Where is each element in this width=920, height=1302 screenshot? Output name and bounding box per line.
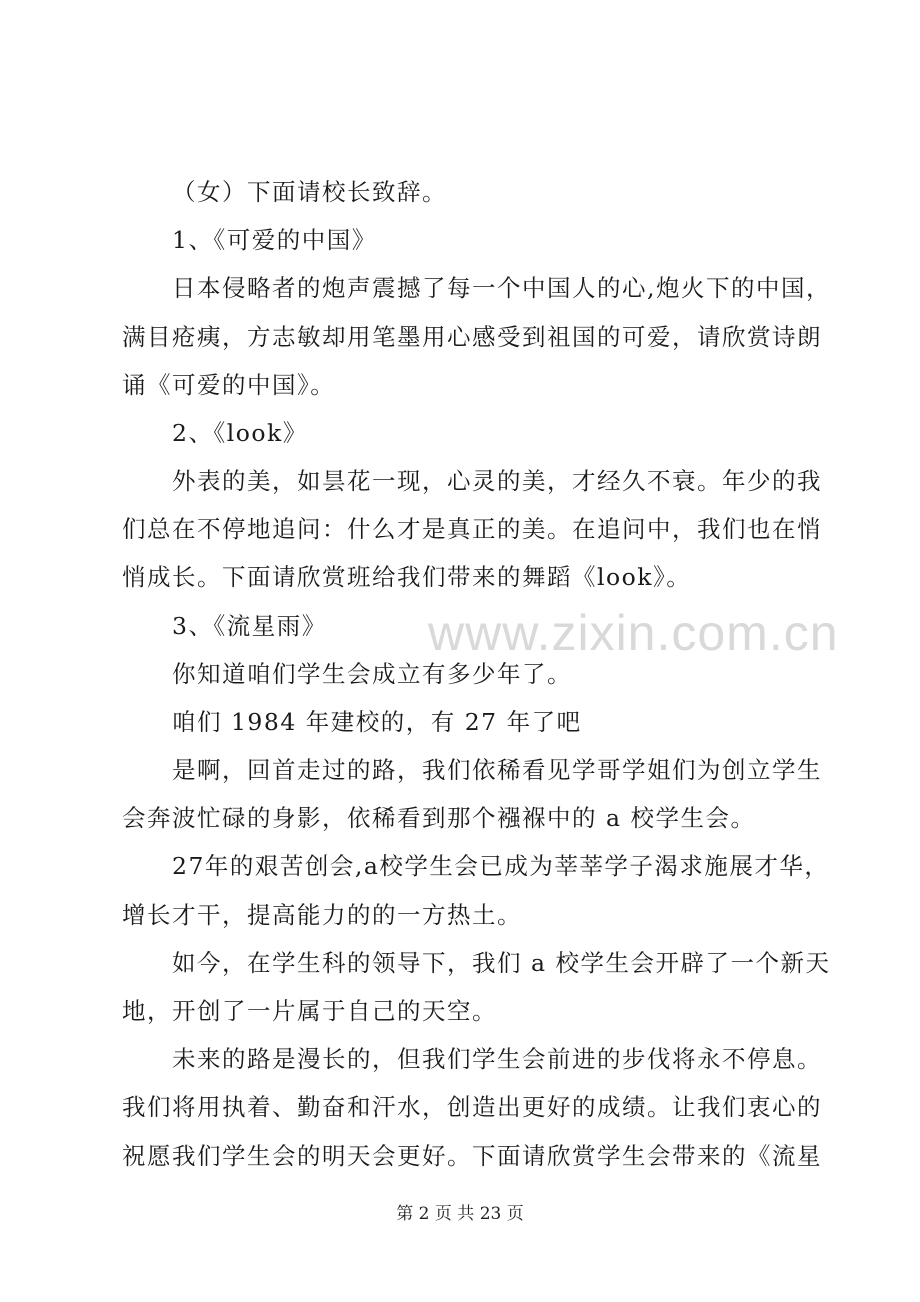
section-heading: 3、《流星雨》 bbox=[172, 612, 327, 640]
text-line: 咱们 1984 年建校的，有 27 年了吧 bbox=[172, 708, 582, 736]
text-line: 如今，在学生科的领导下，我们 a 校学生会开辟了一个新天 bbox=[172, 949, 831, 977]
text-line: 27年的艰苦创会,a校学生会已成为莘莘学子渴求施展才华， bbox=[172, 852, 830, 880]
text-line: 诵《可爱的中国》。 bbox=[122, 371, 336, 399]
section-heading: 2、《look》 bbox=[172, 419, 308, 447]
text-line: 会奔波忙碌的身影，依稀看到那个襁褓中的 a 校学生会。 bbox=[122, 804, 756, 832]
text-line: 地，开创了一片属于自己的天空。 bbox=[122, 997, 497, 1025]
text-line: 未来的路是漫长的，但我们学生会前进的步伐将永不停息。 bbox=[172, 1045, 822, 1073]
text-line: （女）下面请校长致辞。 bbox=[172, 178, 447, 206]
text-line: 我们将用执着、勤奋和汗水，创造出更好的成绩。让我们衷心的 bbox=[122, 1093, 822, 1121]
text-line: 们总在不停地追问：什么才是真正的美。在追问中，我们也在悄 bbox=[122, 515, 822, 543]
text-line: 是啊，回首走过的路，我们依稀看见学哥学姐们为创立学生 bbox=[172, 756, 822, 784]
text-line: 日本侵略者的炮声震撼了每一个中国人的心,炮火下的中国， bbox=[172, 274, 831, 302]
watermark: www.zixin.com.cn bbox=[428, 605, 839, 661]
text-line: 你知道咱们学生会成立有多少年了。 bbox=[172, 660, 572, 688]
text-line: 悄成长。下面请欣赏班给我们带来的舞蹈《look》。 bbox=[122, 563, 692, 591]
text-line: 满目疮痍，方志敏却用笔墨用心感受到祖国的可爱，请欣赏诗朗 bbox=[122, 323, 822, 351]
section-heading: 1、《可爱的中国》 bbox=[172, 226, 377, 254]
text-line: 增长才干，提高能力的的一方热土。 bbox=[122, 901, 522, 929]
text-line: 祝愿我们学生会的明天会更好。下面请欣赏学生会带来的《流星 bbox=[122, 1142, 822, 1170]
page-number-footer: 第 2 页 共 23 页 bbox=[396, 1204, 524, 1224]
text-line: 外表的美，如昙花一现，心灵的美，才经久不衰。年少的我 bbox=[172, 467, 822, 495]
